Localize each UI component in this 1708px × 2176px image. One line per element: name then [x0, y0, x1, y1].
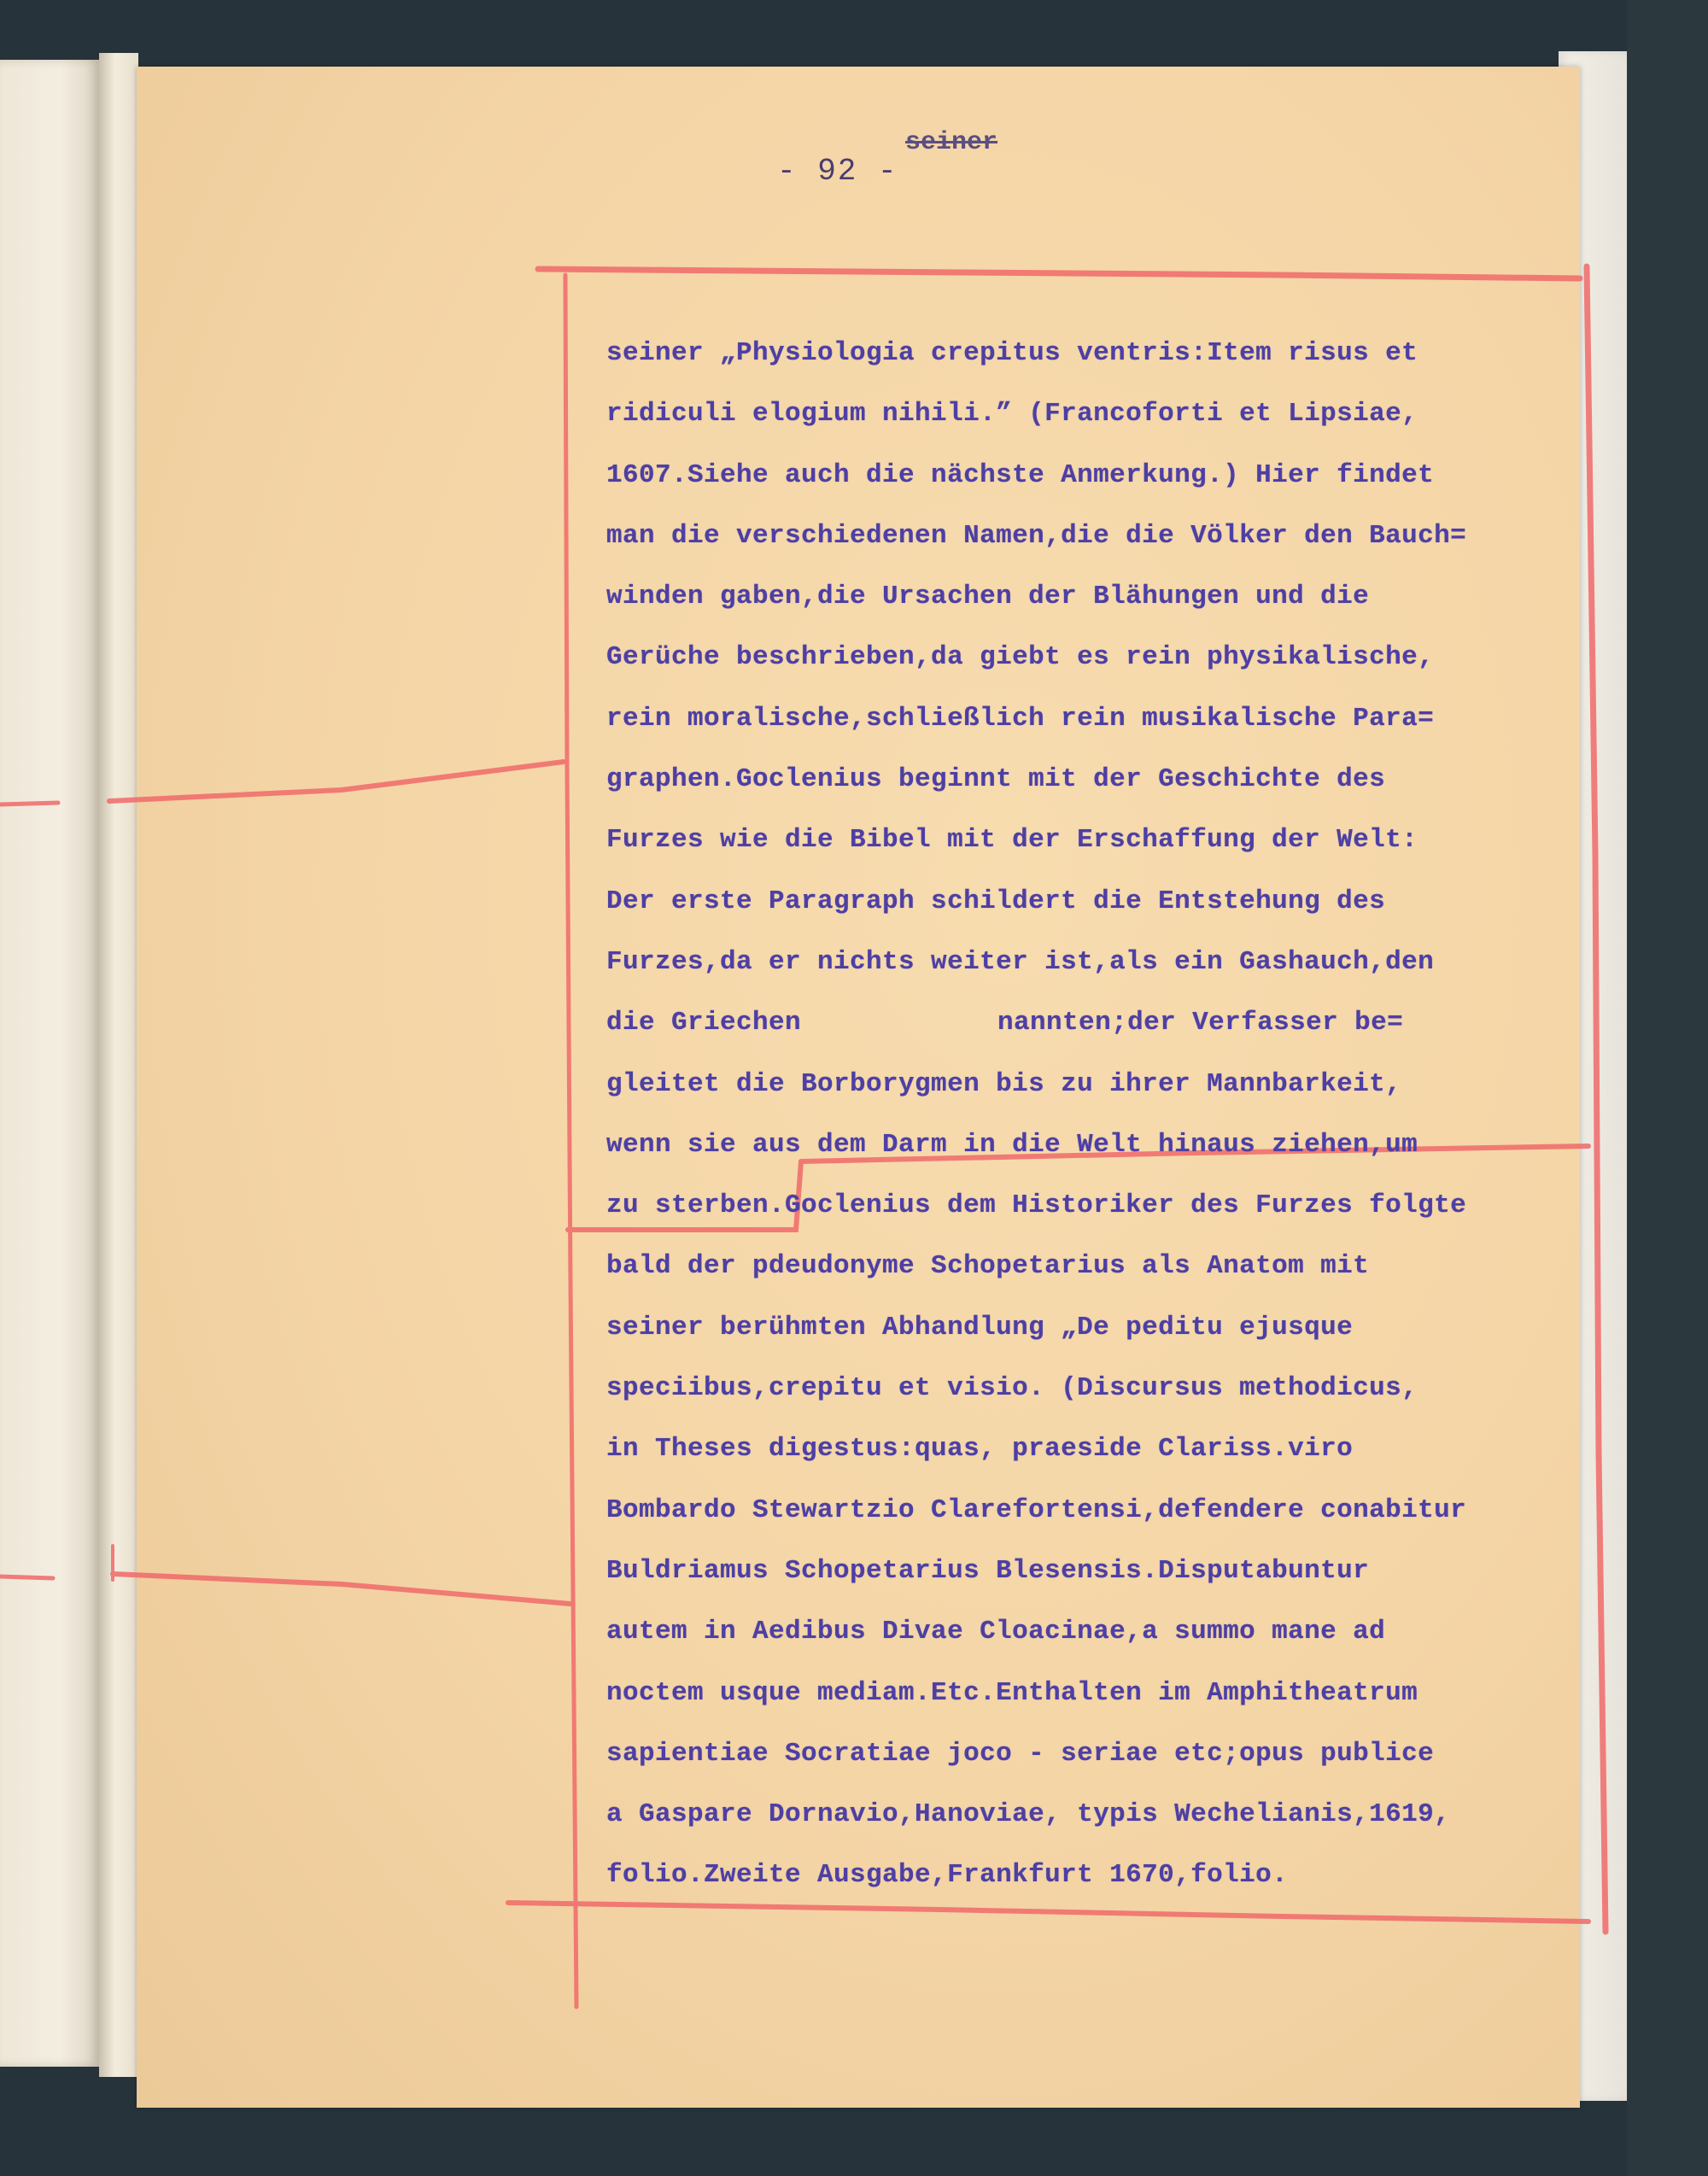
text-line: autem in Aedibus Divae Cloacinae,a summo mane ad [606, 1617, 1386, 1647]
text-line: zu sterben.Goclenius dem Historiker des Furzes folgte [606, 1190, 1467, 1221]
text-line: man die verschiedenen Namen,die die Völker den Bauch= [606, 520, 1467, 551]
text-line: noctem usque mediam.Etc.Enthalten im Amphitheatrum [606, 1677, 1418, 1708]
text-line: Furzes wie die Bibel mit der Erschaffung der Welt: [606, 825, 1418, 856]
text-line: gleitet die Borborygmen bis zu ihrer Mannbarkeit, [606, 1068, 1402, 1099]
text-line: speciibus,crepitu et visio. (Discursus methodicus, [606, 1373, 1418, 1404]
text-line: seiner „Physiologia crepitus ventris:Item risus et [606, 338, 1418, 368]
text-after-gap: nannten;der Verfasser be= [997, 1008, 1404, 1038]
frame-top-line [538, 269, 1580, 278]
text-before-gap: die Griechen [606, 1008, 802, 1038]
text-line: Furzes,da er nichts weiter ist,als ein Gashauch,den [606, 946, 1435, 977]
typescript-text [606, 323, 1563, 1906]
margin-line-lower [113, 1574, 570, 1604]
text-line: a Gaspare Dornavio,Hanoviae, typis Wechelianis,1619, [606, 1799, 1451, 1830]
text-line: folio.Zweite Ausgabe,Frankfurt 1670,folio. [606, 1860, 1289, 1891]
page-number: - 92 - [777, 154, 898, 189]
text-line: 1607.Siehe auch die nächste Anmerkung.) Hier findet [606, 459, 1435, 490]
frame-left-line [565, 275, 576, 2007]
text-line: bald der pdeudonyme Schopetarius als Anatom mit [606, 1251, 1370, 1282]
text-line: seiner berühmten Abhandlung „De peditu ejusque [606, 1312, 1354, 1342]
text-line: Gerüche beschrieben,da giebt es rein physikalische, [606, 642, 1435, 673]
text-line: graphen.Goclenius beginnt mit der Geschichte des [606, 764, 1386, 795]
text-line: wenn sie aus dem Darm in die Welt hinaus ziehen,um [606, 1129, 1418, 1160]
text-line: winden gaben,die Ursachen der Blähungen und die [606, 582, 1370, 612]
text-line: rein moralische,schließlich rein musikalische Para= [606, 703, 1435, 734]
text-line-with-gap [606, 992, 1563, 1053]
margin-line-lower-left [0, 1576, 53, 1578]
frame-right-line [1587, 266, 1606, 1932]
text-line: ridiculi elogium nihili.” (Francoforti et Lipsiae, [606, 399, 1418, 430]
inserted-word: seiner [905, 128, 998, 157]
text-line: Buldriamus Schopetarius Blesensis.Disputabuntur [606, 1555, 1370, 1586]
text-line: sapientiae Socratiae joco - seriae etc;opus publice [606, 1738, 1435, 1769]
margin-line-upper-left [0, 803, 58, 804]
text-line: Der erste Paragraph schildert die Entstehung des [606, 886, 1386, 916]
text-line: Bombardo Stewartzio Clarefortensi,defendere conabitur [606, 1495, 1467, 1525]
margin-line-upper [109, 762, 564, 801]
text-line: in Theses digestus:quas, praeside Clariss.viro [606, 1434, 1354, 1465]
